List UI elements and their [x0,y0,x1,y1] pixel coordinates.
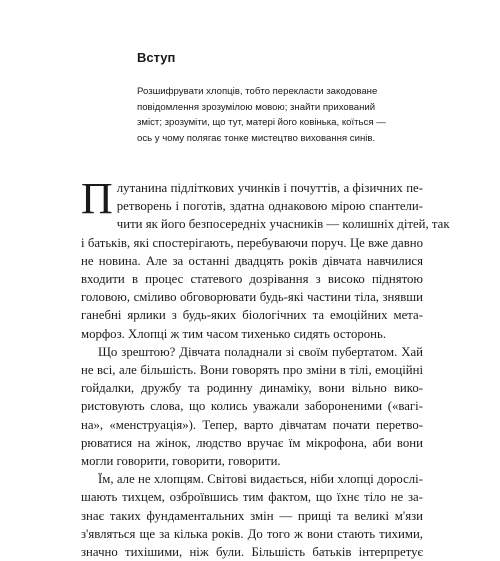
text-line: могли говорити, говорити, говорити. [81,454,281,469]
epigraph-line: Розшифрувати хлопців, тобто перекласти закодоване [137,86,378,97]
text-line: входити в процес статевого дозрівання з високо піднятою [81,272,423,287]
text-line: Їм, але не хлопцям. Світові видається, ніби хлопці дорослі- [98,472,423,487]
text-line: ристовують слова, що колись уважали забороненими («вагі- [81,399,423,414]
drop-cap-lines [81,174,423,223]
drop-cap: П [81,174,113,223]
paragraph-2 [81,343,423,470]
text-line: лутанина підліткових учинків і почуттів, а фізичних пе- [116,181,423,195]
text-line: не всі, але більшість. Вони говорять про зміни в тілі, емоційні [81,363,423,378]
text-line: морфоз. Хлопці ж тим часом тихенько сидять осторонь. [81,326,387,341]
text-line: на», «менструація»). Тепер, варто дівчатам почати перетво- [81,417,423,432]
paragraph-3 [81,470,423,561]
text-line: і батьків, які спостерігають, перебуваючи поруч. Це вже давно [81,235,423,250]
text-line: Що зрештою? Дівчата поладнали зі своїм пубертатом. Хай [98,344,423,359]
section-heading: Вступ [137,50,176,65]
text-line: ретворень і поготів, здатна однаковою мірою спантели- [116,199,423,214]
epigraph-line: повідомлення зрозумілою мовою; знайти прихований [137,101,376,113]
text-line: ганебні ярлики з будь-яких біологічних та емоційних мета- [81,308,423,323]
paragraph-1 [81,174,450,343]
body-text [81,174,450,561]
epigraph-line: зміст; зрозуміти, що тут, матері його ковінька, коїться — [137,117,386,128]
text-line: шають тихцем, озброївшись тим фактом, що їхнє тіло не за- [81,490,423,505]
text-line: гойдалки, дружбу та родинну динаміку, вони вільно вико- [81,381,423,396]
text-line: значно тихішими, ніж були. Більшість батьків інтерпретує [81,545,423,560]
text-line: не новина. Але за останні двадцять років дівчата навчилися [81,253,423,268]
text-line: рюватися на жінок, людство вручає їм мікрофона, аби вони [81,435,423,450]
text-line: чити як його безпосередніх учасників — колишніх дітей, так [116,217,450,232]
epigraph [137,84,387,146]
epigraph-line: ось у чому полягає тонке мистецтво виховання синів. [137,132,376,144]
text-line: з'являться ще за кілька років. До того ж вони стають тихими, [81,526,423,541]
text-line: знає таких фундаментальних змін — прищі та великі м'язи [81,508,423,523]
text-line: головою, сміливо обговорювати будь-які частини тіла, знявши [81,290,423,305]
